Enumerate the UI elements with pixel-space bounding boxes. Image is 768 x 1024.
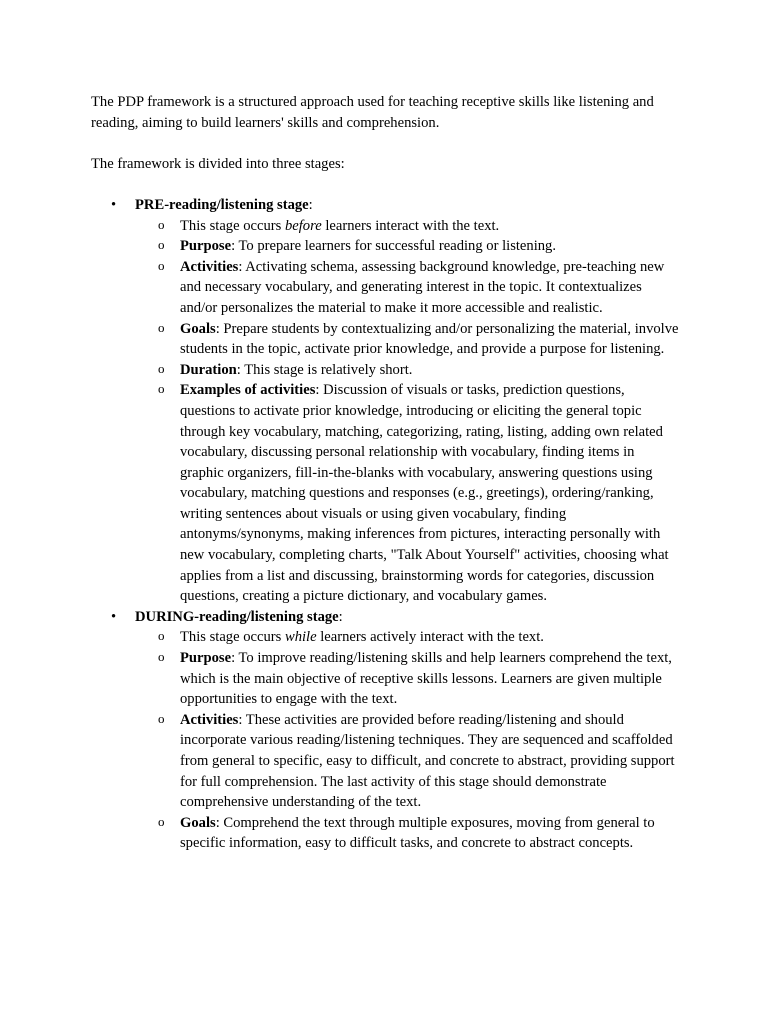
item-text: This stage occurs [180, 629, 285, 646]
sub-bullet-icon: o [158, 257, 165, 273]
item-emphasis: while [284, 629, 317, 646]
list-item [135, 648, 681, 710]
stages-list [91, 195, 681, 854]
stage-title: DURING-reading/listening stage [135, 608, 339, 625]
sub-bullet-icon: o [158, 360, 165, 376]
item-text: : This stage is relatively short. [236, 361, 413, 378]
stage-pre [91, 195, 681, 607]
item-label: Goals [180, 320, 216, 337]
list-item [135, 360, 681, 381]
stage-during [91, 607, 681, 854]
stage-title: PRE-reading/listening stage [135, 196, 309, 213]
document-body [91, 92, 681, 854]
list-item [135, 710, 681, 813]
stage-during-items [135, 627, 681, 854]
item-text: : These activities are provided before reading/listening and should incorporate various reading/listening techniques. They are sequenced and scaffolded from general to specific, easy to difficult, and concrete to abstract, providing support for full comprehension. The last activity of this stage should demonstrate comprehensive understanding of the text. [180, 711, 675, 811]
list-item [135, 236, 681, 257]
list-item [135, 216, 681, 237]
sub-bullet-icon: o [158, 216, 165, 232]
sub-bullet-icon: o [158, 649, 165, 665]
item-label: Duration [180, 361, 237, 378]
item-text: This stage occurs [180, 217, 285, 234]
item-label: Goals [180, 814, 216, 831]
list-item [135, 380, 681, 607]
item-text: : Prepare students by contextualizing and/or personalizing the material, involve students in the topic, activate prior knowledge, and provide a purpose for listening. [180, 320, 679, 358]
item-label: Purpose [180, 650, 232, 667]
bullet-icon: • [111, 608, 117, 625]
stages-intro-paragraph: The framework is divided into three stages: [91, 155, 345, 172]
list-item [135, 627, 681, 648]
item-text: : To prepare learners for successful reading or listening. [231, 238, 557, 255]
sub-bullet-icon: o [158, 628, 165, 644]
item-text: : To improve reading/listening skills and help learners comprehend the text, which is the main objective of receptive skills lessons. Learners are given multiple opportunities to engage with the text. [180, 650, 672, 708]
item-text: learners actively interact with the text. [316, 629, 544, 646]
sub-bullet-icon: o [158, 319, 165, 335]
list-item [135, 319, 681, 360]
stage-title-suffix: : [308, 196, 313, 213]
item-text: : Activating schema, assessing background knowledge, pre-teaching new and necessary vocabulary, and generating interest in the topic. It contextualizes and/or personalizes the material to make it more accessible and realistic. [180, 258, 665, 316]
item-label: Activities [180, 258, 239, 275]
sub-bullet-icon: o [158, 710, 165, 726]
stage-pre-items [135, 216, 681, 607]
sub-bullet-icon: o [158, 237, 165, 253]
item-text: : Comprehend the text through multiple exposures, moving from general to specific information, easy to difficult tasks, and concrete to abstract concepts. [180, 814, 655, 852]
item-label: Purpose [180, 238, 232, 255]
intro-paragraph: The PDP framework is a structured approach used for teaching receptive skills like listening and reading, aiming to build learners' skills and comprehension. [91, 94, 654, 131]
stage-title-suffix: : [338, 608, 343, 625]
item-label: Examples of activities [180, 382, 316, 399]
item-text: : Discussion of visuals or tasks, prediction questions, questions to activate prior knowledge, introducing or eliciting the general topic through key vocabulary, matching, categorizing, rating, listing, adding own related vocabulary, discussing personal relationship with vocabulary, finding items in graphic organizers, fill-in-the-blanks with vocabulary, answering questions using vocabulary, matching questions and responses (e.g., greetings), ordering/ranking, writing sentences about visuals or using given vocabulary, finding antonyms/synonyms, making inferences from pictures, interacting personally with new vocabulary, completing charts, "Talk About Yourself" activities, choosing what applies from a list and discussing, brainstorming words for categories, discussion questions, creating a picture dictionary, and vocabulary games. [180, 382, 669, 605]
item-label: Activities [180, 711, 239, 728]
list-item [135, 813, 681, 854]
item-text: learners interact with the text. [321, 217, 500, 234]
bullet-icon: • [111, 196, 117, 213]
item-emphasis: before [284, 217, 322, 234]
sub-bullet-icon: o [158, 381, 165, 397]
list-item [135, 257, 681, 319]
sub-bullet-icon: o [158, 813, 165, 829]
